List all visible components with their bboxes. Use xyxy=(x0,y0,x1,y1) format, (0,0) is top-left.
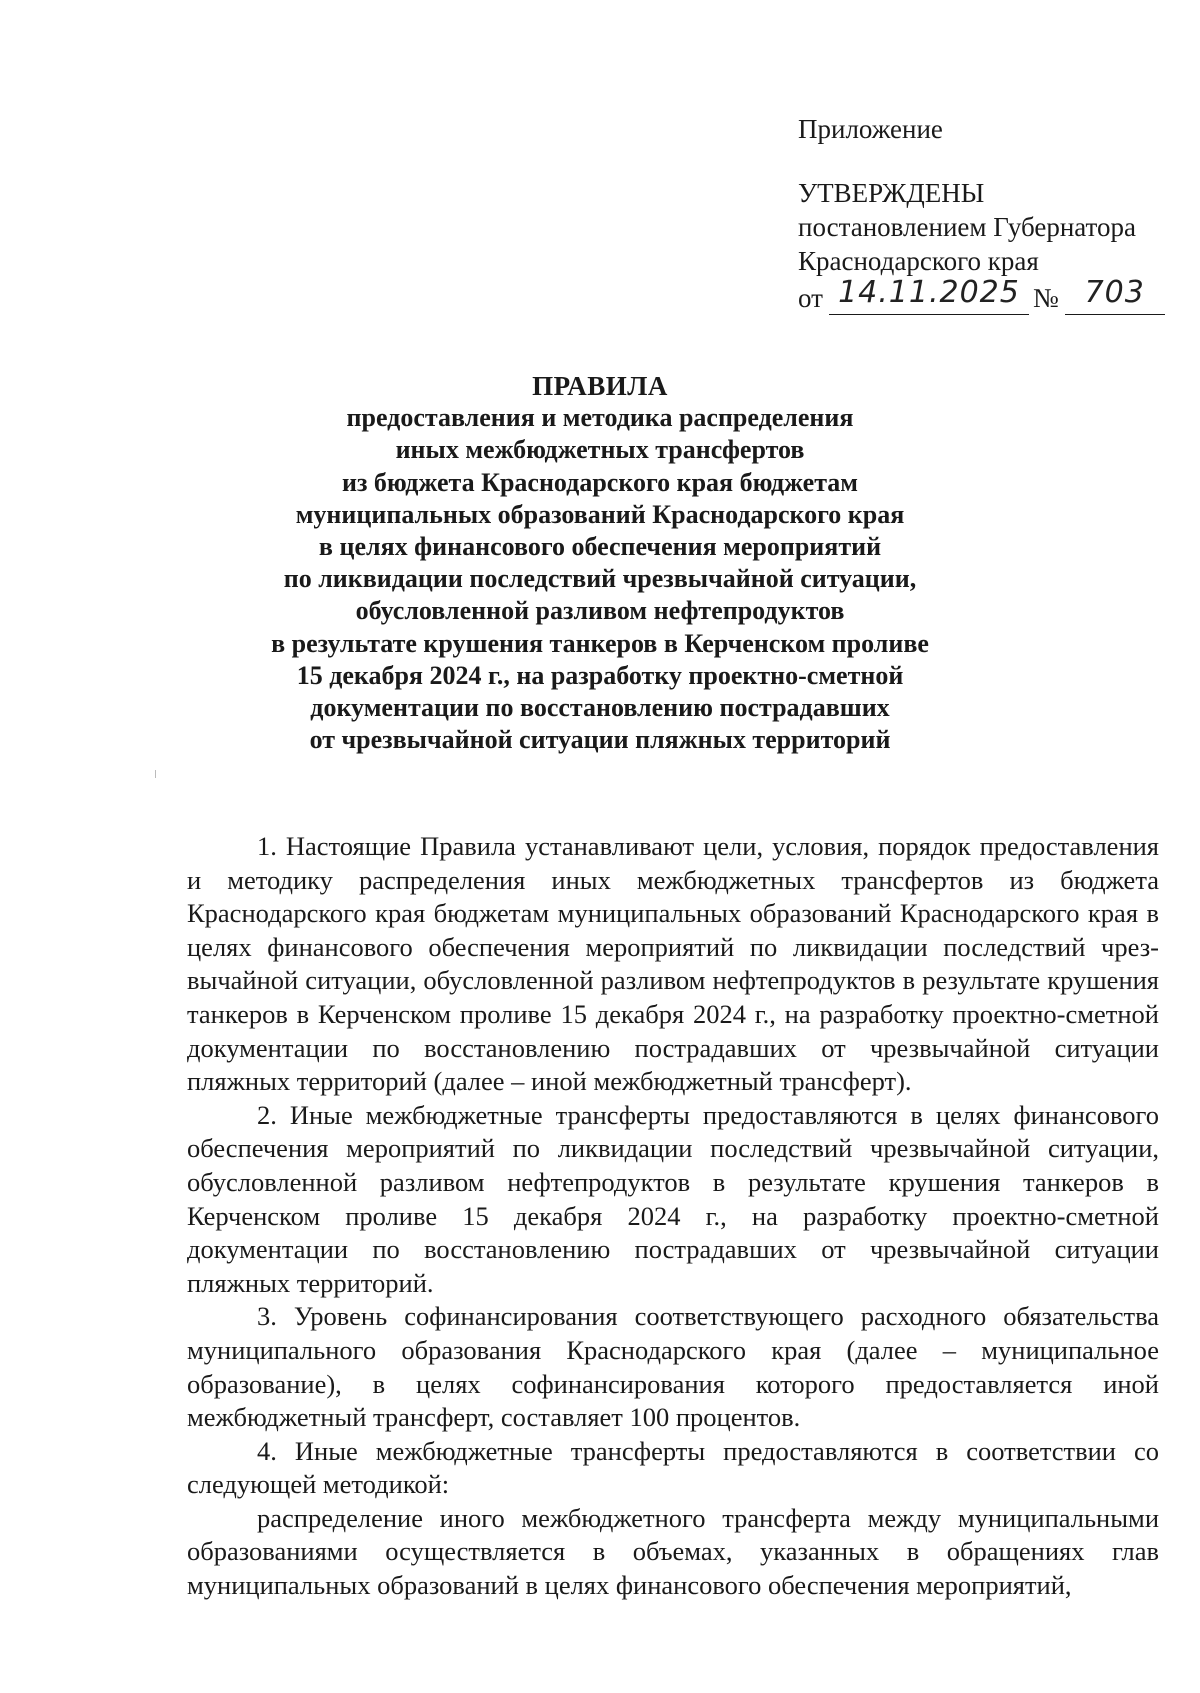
title-line: из бюджета Краснодарского края бюджетам xyxy=(341,467,859,497)
paragraph-1: 1. Настоящие Правила устанавливают цели, условия, порядок предоставления и методику распределения иных межбюджетных трансфертов из бюджета Краснодарского края бюджетам муниципальных образований Краснодарского края в целях финансового обеспечения мероприятий по ликвидации последствий чрезвычайной ситуации, обусловленной разливом нефтепродуктов в результате крушения танкеров в Керченском проливе 15 декабря 2024 г., на разработку проектно-сметной документации по восстановлению пострадавших от чрезвычайной ситуации пляжных территорий (далее – иной межбюджетный трансферт). xyxy=(187,831,1159,1097)
approved-by-line-1: постановлением Губернатора xyxy=(798,212,1136,242)
title-line: в результате крушения танкеров в Керченском проливе xyxy=(271,628,929,658)
approved-by-line-2: Краснодарского края xyxy=(798,246,1039,276)
title-main: ПРАВИЛА xyxy=(532,371,668,401)
title-line: по ликвидации последствий чрезвычайной ситуации, xyxy=(283,564,917,594)
date-number-line xyxy=(798,275,1178,315)
paragraph-3: 3. Уровень софинансирования соответствующего расходного обязательства муниципального образования Краснодарского края (далее – муниципальное образование), в целях софинансирования которого предоставляется иной межбюджетный трансферт, составляет 100 процентов. xyxy=(187,1301,1159,1433)
document-body xyxy=(187,830,1159,1603)
approval-block xyxy=(798,112,1178,315)
title-line: 15 декабря 2024 г., на разработку проектно-сметной xyxy=(296,660,904,690)
title-line: обусловленной разливом нефтепродуктов xyxy=(355,596,845,626)
scan-mark xyxy=(155,770,156,778)
document-title xyxy=(160,370,1040,756)
title-line: в целях финансового обеспечения мероприятий xyxy=(318,532,882,562)
number-label: № xyxy=(1032,283,1059,313)
approved-label: УТВЕРЖДЕНЫ xyxy=(798,178,985,208)
paragraph-2: 2. Иные межбюджетные трансферты предоставляются в целях финансового обеспечения мероприятий по ликвидации последствий чрезвычайной ситуации, обусловленной разливом нефтепродуктов в результате крушения танкеров в Керченском проливе 15 декабря 2024 г., на разработку проектно-сметной документации по восстановлению пострадавших от чрезвычайной ситуации пляжных территорий. xyxy=(187,1099,1159,1298)
handwritten-number: 703 xyxy=(1084,275,1145,310)
number-field xyxy=(1065,275,1165,315)
from-label: от xyxy=(798,283,823,313)
title-line: иных межбюджетных трансфертов xyxy=(395,435,805,465)
title-line: от чрезвычайной ситуации пляжных территорий xyxy=(309,725,891,755)
title-line: муниципальных образований Краснодарского края xyxy=(295,499,905,529)
paragraph-4: 4. Иные межбюджетные трансферты предоставляются в соответствии со следующей методикой: xyxy=(187,1435,1159,1500)
paragraph-4-methodology: распределение иного межбюджетного трансферта между муниципальными образованиями осуществляется в объемах, указанных в обращениях глав муниципальных образований в целях финансового обеспечения мероприятий, xyxy=(187,1502,1159,1601)
date-field xyxy=(829,275,1029,315)
appendix-label: Приложение xyxy=(798,114,943,144)
title-line: документации по восстановлению пострадавших xyxy=(310,693,890,723)
title-line: предоставления и методика распределения xyxy=(346,403,854,433)
handwritten-date: 14.11.2025 xyxy=(838,275,1020,310)
